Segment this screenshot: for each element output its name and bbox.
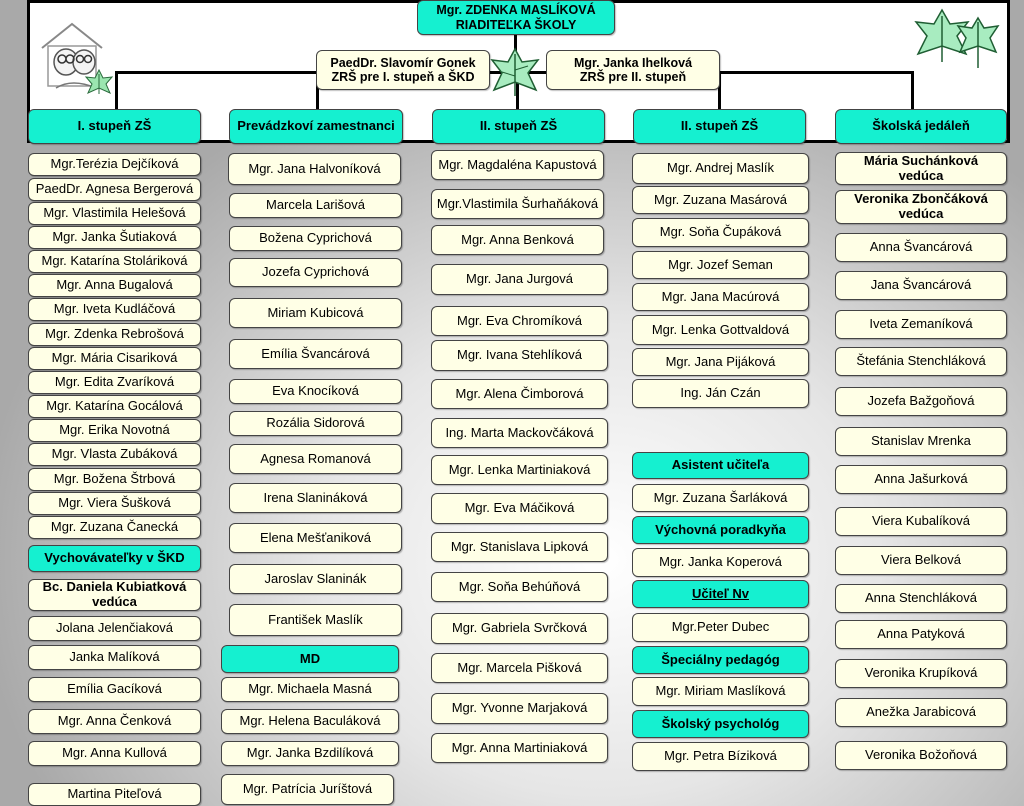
staff-box[interactable]: Mgr. Mária Cisariková — [28, 347, 201, 370]
staff-box[interactable]: Janka Malíková — [28, 645, 201, 670]
staff-box[interactable]: Mgr. Anna Martiniaková — [431, 733, 608, 763]
staff-box[interactable]: Mgr. Edita Zvaríková — [28, 371, 201, 394]
canteen-lead[interactable]: Veronika Zbončáková vedúca — [835, 190, 1007, 224]
staff-box[interactable]: Agnesa Romanová — [229, 444, 402, 474]
staff-box[interactable]: Mgr. Iveta Kudláčová — [28, 298, 201, 321]
staff-box[interactable]: Mgr. Anna Bugalová — [28, 274, 201, 297]
deputy-role: ZRŠ pre II. stupeň — [579, 70, 687, 84]
staff-box[interactable]: Mgr. Janka Šutiaková — [28, 226, 201, 249]
staff-box[interactable]: Mgr. Eva Chromíková — [431, 306, 608, 336]
deputy-name: Mgr. Janka Ihelková — [573, 55, 693, 70]
staff-box[interactable]: Mgr. Jana Jurgová — [431, 264, 608, 295]
director-name: Mgr. ZDENKA MASLÍKOVÁ — [436, 3, 596, 18]
psych-header[interactable]: Školský psychológ — [632, 710, 809, 738]
staff-box[interactable]: Mgr. Vlastimila Helešová — [28, 202, 201, 225]
staff-box[interactable]: Mgr. Helena Baculáková — [221, 709, 399, 734]
staff-box[interactable]: Mgr.Peter Dubec — [632, 613, 809, 642]
staff-box[interactable]: Eva Knocíková — [229, 379, 402, 404]
deputy-box-1[interactable] — [316, 50, 490, 90]
skd-header[interactable]: Vychovávateľky v ŠKD — [28, 545, 201, 572]
staff-box[interactable]: Mgr. Erika Novotná — [28, 419, 201, 442]
nv-header[interactable]: Učiteľ Nv — [632, 580, 809, 608]
staff-box[interactable]: Emília Švancárová — [229, 339, 402, 369]
staff-box[interactable]: Mgr. Eva Máčiková — [431, 493, 608, 524]
staff-box[interactable]: Mgr. Zdenka Rebrošová — [28, 323, 201, 346]
staff-box[interactable]: Mgr. Zuzana Šarláková — [632, 484, 809, 512]
staff-box[interactable]: Anežka Jarabicová — [835, 698, 1007, 727]
staff-box[interactable]: Mgr. Katarína Stoláriková — [28, 250, 201, 273]
staff-box[interactable]: Mgr. Michaela Masná — [221, 677, 399, 702]
staff-box[interactable]: Martina Piteľová — [28, 783, 201, 806]
staff-box[interactable]: Mgr. Janka Koperová — [632, 548, 809, 577]
staff-box[interactable]: Ing. Marta Mackovčáková — [431, 418, 608, 448]
deputy-name: PaedDr. Slavomír Gonek — [330, 55, 476, 70]
staff-box[interactable]: Mgr. Anna Benková — [431, 225, 604, 255]
staff-box[interactable]: Mgr. Ivana Stehlíková — [431, 340, 608, 371]
staff-box[interactable]: Mgr. Janka Bzdilíková — [221, 741, 399, 766]
staff-box[interactable]: Mgr. Stanislava Lipková — [431, 532, 608, 562]
staff-box[interactable]: Veronika Božoňová — [835, 741, 1007, 770]
staff-box[interactable]: Jana Švancárová — [835, 271, 1007, 300]
staff-box[interactable]: Mgr. Viera Šušková — [28, 492, 201, 515]
staff-box[interactable]: Mgr. Lenka Gottvaldová — [632, 315, 809, 345]
staff-box[interactable]: Stanislav Mrenka — [835, 427, 1007, 456]
staff-box[interactable]: Elena Mešťaniková — [229, 523, 402, 553]
md-header[interactable]: MD — [221, 645, 399, 673]
staff-box[interactable]: Mgr. Anna Kullová — [28, 741, 201, 766]
staff-box[interactable]: Mgr. Jana Macúrová — [632, 283, 809, 311]
staff-box[interactable]: Mgr. Jana Pijáková — [632, 348, 809, 376]
staff-box[interactable]: Mgr. Patrícia Juríštová — [221, 774, 394, 805]
staff-box[interactable]: Rozália Sidorová — [229, 411, 402, 436]
staff-box[interactable]: Mgr. Vlasta Zubáková — [28, 443, 201, 466]
dept-header-1[interactable]: I. stupeň ZŠ — [28, 109, 201, 144]
special-header[interactable]: Špeciálny pedagóg — [632, 646, 809, 674]
staff-box[interactable]: Mgr. Anna Čenková — [28, 709, 201, 734]
staff-box[interactable]: Mgr.Terézia Dejčíková — [28, 153, 201, 176]
staff-box[interactable]: Jozefa Bažgoňová — [835, 387, 1007, 416]
staff-box[interactable]: Mgr. Magdaléna Kapustová — [431, 150, 604, 180]
staff-box[interactable]: Anna Jašurková — [835, 465, 1007, 494]
staff-box[interactable]: Jolana Jelenčiaková — [28, 616, 201, 641]
staff-box[interactable]: Mgr. Soňa Behúňová — [431, 572, 608, 602]
deputy-role: ZRŠ pre I. stupeň a ŠKD — [331, 70, 475, 84]
staff-box[interactable]: Anna Stenchláková — [835, 584, 1007, 613]
connector-line — [911, 71, 914, 109]
staff-box[interactable]: Mgr. Andrej Maslík — [632, 153, 809, 184]
staff-box[interactable]: Mgr. Katarína Gocálová — [28, 395, 201, 418]
leaf-icon — [912, 6, 1008, 72]
staff-box[interactable]: František Maslík — [229, 604, 402, 636]
staff-box[interactable]: Ing. Ján Czán — [632, 379, 809, 408]
skd-lead[interactable]: Bc. Daniela Kubiatková vedúca — [28, 579, 201, 611]
counselor-header[interactable]: Výchovná poradkyňa — [632, 516, 809, 544]
staff-box[interactable]: Miriam Kubicová — [229, 298, 402, 328]
staff-box[interactable]: Mgr. Marcela Pišková — [431, 653, 608, 683]
staff-box[interactable]: Mgr. Božena Štrbová — [28, 468, 201, 491]
staff-box[interactable]: Viera Kubalíková — [835, 507, 1007, 536]
dept-header-4[interactable]: II. stupeň ZŠ — [633, 109, 806, 144]
staff-box[interactable]: Veronika Krupíková — [835, 659, 1007, 688]
staff-box[interactable]: Mgr. Soňa Čupáková — [632, 218, 809, 247]
staff-box[interactable]: Irena Slanináková — [229, 483, 402, 513]
staff-box[interactable]: Štefánia Stenchláková — [835, 347, 1007, 376]
leaf-icon — [84, 68, 114, 96]
staff-box[interactable]: Mgr. Lenka Martiniaková — [431, 455, 608, 485]
staff-box[interactable]: Anna Patyková — [835, 620, 1007, 649]
deputy-box-2[interactable] — [546, 50, 720, 90]
staff-box[interactable]: Mgr. Petra Bíziková — [632, 742, 809, 771]
dept-header-2[interactable]: Prevádzkoví zamestnanci — [229, 109, 403, 144]
assistant-header[interactable]: Asistent učiteľa — [632, 452, 809, 479]
director-role: RIADITEĽKA ŠKOLY — [455, 17, 577, 32]
leaf-icon — [488, 46, 542, 98]
staff-box[interactable]: Viera Belková — [835, 546, 1007, 575]
staff-box[interactable]: Mgr. Zuzana Čanecká — [28, 516, 201, 539]
staff-box[interactable]: Anna Švancárová — [835, 233, 1007, 262]
staff-box[interactable]: PaedDr. Agnesa Bergerová — [28, 178, 201, 201]
staff-box[interactable]: Mgr. Alena Čimborová — [431, 379, 608, 409]
canteen-lead[interactable]: Mária Suchánková vedúca — [835, 152, 1007, 185]
staff-box[interactable]: Mgr.Vlastimila Šurhaňáková — [431, 189, 604, 219]
staff-box[interactable]: Mgr. Zuzana Masárová — [632, 186, 809, 214]
staff-box[interactable]: Iveta Zemaníková — [835, 310, 1007, 339]
staff-box[interactable]: Mgr. Jana Halvoníková — [228, 153, 401, 185]
dept-header-5[interactable]: Školská jedáleň — [835, 109, 1007, 144]
staff-box[interactable]: Marcela Larišová — [229, 193, 402, 218]
staff-box[interactable]: Mgr. Gabriela Svrčková — [431, 613, 608, 644]
staff-box[interactable]: Božena Cyprichová — [229, 226, 402, 251]
staff-box[interactable]: Mgr. Yvonne Marjaková — [431, 693, 608, 724]
staff-box[interactable]: Emília Gacíková — [28, 677, 201, 702]
staff-box[interactable]: Mgr. Jozef Seman — [632, 251, 809, 279]
staff-box[interactable]: Jaroslav Slaninák — [229, 564, 402, 594]
connector-line — [115, 71, 118, 109]
dept-header-3[interactable]: II. stupeň ZŠ — [432, 109, 605, 144]
director-box[interactable] — [417, 0, 615, 35]
staff-box[interactable]: Jozefa Cyprichová — [229, 258, 402, 287]
staff-box[interactable]: Mgr. Miriam Maslíková — [632, 677, 809, 706]
